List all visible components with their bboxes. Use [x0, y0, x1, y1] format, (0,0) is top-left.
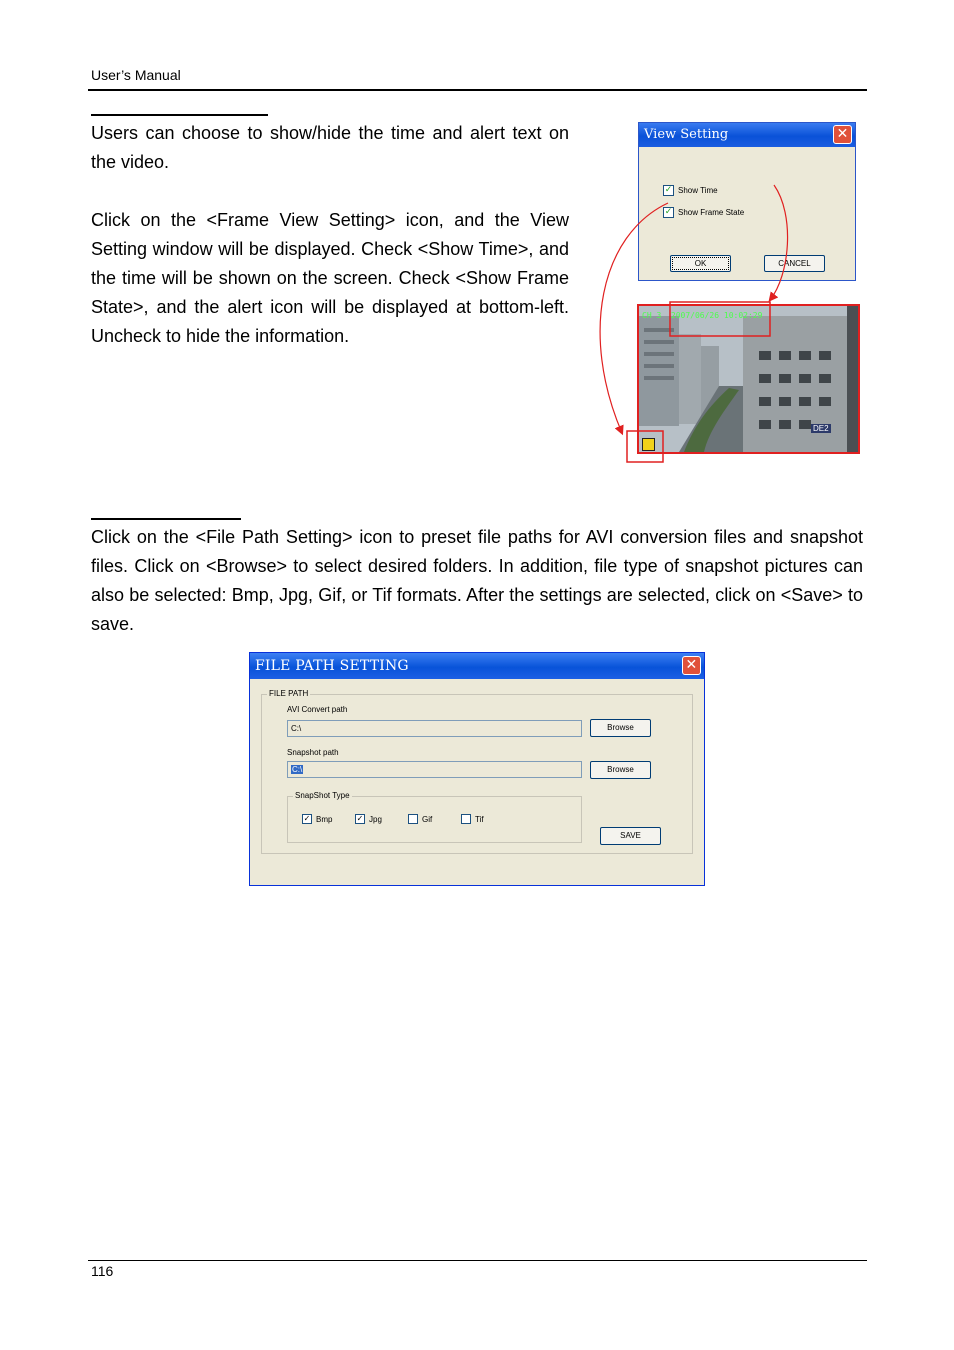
cancel-button[interactable]: CANCEL — [764, 255, 825, 272]
close-icon[interactable]: ✕ — [833, 125, 852, 144]
file-path-setting-dialog — [249, 652, 705, 886]
bmp-option[interactable] — [302, 814, 332, 824]
section-1-text — [91, 119, 569, 351]
time-highlight-box — [670, 302, 770, 336]
checkbox-checked-icon[interactable]: ✓ — [664, 207, 673, 217]
close-icon[interactable]: ✕ — [682, 656, 701, 675]
section-1-heading-rule — [91, 114, 268, 116]
paragraph: Click on the <Frame View Setting> icon, and the View Setting window will be displayed. Check <Show Time>, and the time will be shown on the screen. Check <Show Frame State>, and the alert icon will be displayed at bottom-left. Uncheck to hide the information. — [91, 210, 569, 346]
dialog-title: FILE PATH SETTING — [255, 658, 409, 674]
group-title: SnapShot Type — [295, 791, 350, 800]
snapshot-path-label: Snapshot path — [287, 748, 339, 757]
jpg-option[interactable] — [355, 814, 382, 824]
page-header: User’s Manual — [91, 67, 181, 83]
snapshot-path-input[interactable] — [287, 761, 582, 778]
avi-browse-button[interactable]: Browse — [590, 719, 651, 737]
dialog-title-bar — [250, 653, 704, 679]
checkbox-unchecked-icon[interactable] — [461, 814, 471, 824]
paragraph: Users can choose to show/hide the time and alert text on the video. — [91, 123, 569, 172]
section-2-heading-rule — [91, 518, 241, 520]
checkbox-checked-icon[interactable]: ✓ — [303, 814, 311, 823]
gif-option[interactable] — [408, 814, 432, 824]
selected-text: C:\ — [292, 765, 303, 774]
option-label: Gif — [422, 814, 433, 824]
section-2-text — [91, 523, 863, 639]
header-rule — [88, 89, 867, 91]
channel-tag: DE2 — [813, 424, 829, 433]
time-overlay: CH 3 2007/06/26 10:02:29 — [642, 311, 763, 320]
page-number: 116 — [91, 1263, 114, 1279]
file-path-group — [261, 689, 693, 854]
option-label: Show Frame State — [678, 208, 745, 217]
tif-option[interactable] — [461, 814, 484, 824]
annotation-overlay — [580, 115, 880, 470]
save-button[interactable]: SAVE — [600, 827, 661, 845]
option-label: Bmp — [316, 814, 333, 824]
paragraph: Click on the <File Path Setting> icon to preset file paths for AVI conversion files and snapshot files. Click on <Browse> to select desired folders. In addition, file type of snapshot pictures can also be selected: Bmp, Jpg, Gif, or Tif formats. After the settings are selected, click on <Save> to save. — [91, 527, 863, 634]
avi-path-input[interactable]: C:\ — [287, 720, 582, 737]
checkbox-checked-icon[interactable]: ✓ — [356, 814, 364, 823]
checkbox-unchecked-icon[interactable] — [408, 814, 418, 824]
footer-rule — [88, 1260, 867, 1261]
ok-button[interactable]: OK — [670, 255, 731, 272]
avi-path-label: AVI Convert path — [287, 705, 348, 714]
option-label: Jpg — [369, 814, 382, 824]
option-label: Show Time — [678, 186, 718, 195]
checkbox-checked-icon[interactable]: ✓ — [664, 185, 673, 195]
dialog-title: View Setting — [644, 127, 729, 142]
snapshot-type-group — [287, 791, 582, 843]
group-title: FILE PATH — [269, 689, 309, 698]
snapshot-browse-button[interactable]: Browse — [590, 761, 651, 779]
alert-highlight-box — [627, 431, 663, 462]
option-label: Tif — [475, 814, 484, 824]
